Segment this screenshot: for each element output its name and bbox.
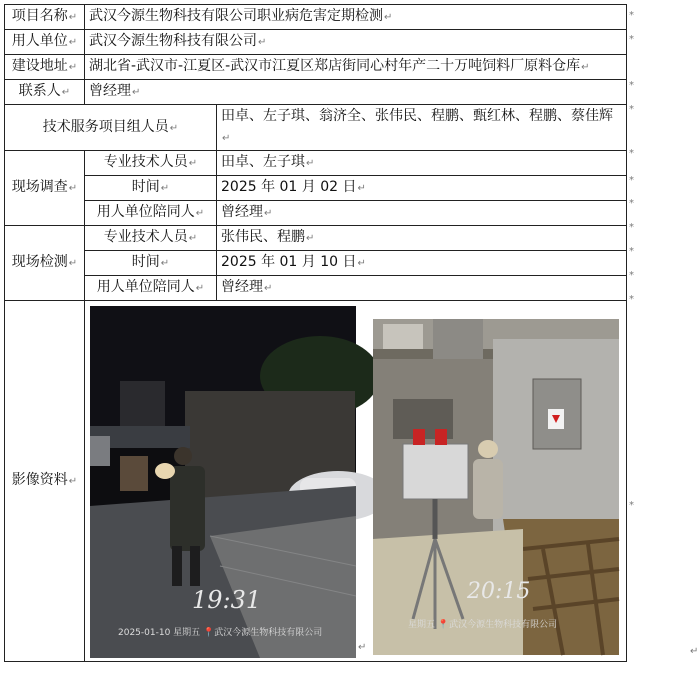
row-team (5, 105, 627, 151)
photo2-time: 20:15 (467, 579, 531, 604)
row-end-mark: * (629, 80, 634, 91)
row-end-mark: * (629, 104, 634, 115)
row-end-mark: * (629, 10, 634, 21)
row-end-mark: * (629, 175, 634, 186)
detection-tech-label: 专业技术人员↵ (85, 226, 217, 251)
photo1-caption: 2025-01-10 星期五 📍武汉今源生物科技有限公司 (118, 628, 323, 638)
photo1-paragraph-mark: ↵ (358, 642, 367, 653)
row-end-mark: * (629, 246, 634, 257)
photo2-paragraph-mark: ↵ (690, 646, 698, 657)
team-label: 技术服务项目组人员↵ (5, 105, 217, 151)
survey-time-value: 2025 年 01 月 02 日↵ (217, 176, 627, 201)
row-contact (5, 80, 627, 105)
row-survey-tech (5, 151, 627, 176)
row-end-mark: * (629, 34, 634, 45)
address-value: 湖北省-武汉市-江夏区-武汉市江夏区郑店街同心村年产二十万吨饲料厂原料仓库↵ (85, 55, 627, 80)
row-survey-escort (5, 201, 627, 226)
row-detection-escort (5, 276, 627, 301)
detection-escort-value: 曾经理↵ (217, 276, 627, 301)
survey-tech-value: 田卓、左子琪↵ (217, 151, 627, 176)
detection-escort-label: 用人单位陪同人↵ (85, 276, 217, 301)
detection-tech-value: 张伟民、程鹏↵ (217, 226, 627, 251)
survey-escort-label: 用人单位陪同人↵ (85, 201, 217, 226)
row-survey-time (5, 176, 627, 201)
row-end-marks (628, 0, 633, 682)
factory-scene-graphic (373, 319, 619, 655)
row-project-name (5, 5, 627, 30)
employer-value: 武汉今源生物科技有限公司↵ (85, 30, 627, 55)
images-cell (85, 301, 698, 662)
row-employer (5, 30, 627, 55)
row-end-mark: * (629, 198, 634, 209)
site-detection-label: 现场检测↵ (5, 226, 85, 301)
project-name-label: 项目名称↵ (5, 5, 85, 30)
employer-label: 用人单位↵ (5, 30, 85, 55)
survey-tech-label: 专业技术人员↵ (85, 151, 217, 176)
site-photo-factory (373, 319, 619, 655)
survey-escort-value: 曾经理↵ (217, 201, 627, 226)
photo2-caption: 星期五 📍武汉今源生物科技有限公司 (408, 620, 558, 630)
contact-value: 曾经理↵ (85, 80, 627, 105)
survey-time-label: 时间↵ (85, 176, 217, 201)
site-photo-night (90, 306, 356, 658)
team-value: 田卓、左子琪、翁济全、张伟民、程鹏、甄红林、程鹏、蔡佳辉↵ (217, 105, 627, 151)
row-end-mark: * (629, 500, 634, 511)
row-detection-tech (5, 226, 627, 251)
project-name-value: 武汉今源生物科技有限公司职业病危害定期检测↵ (85, 5, 627, 30)
contact-label: 联系人↵ (5, 80, 85, 105)
row-detection-time (5, 251, 627, 276)
photo-area (85, 301, 698, 661)
detection-time-label: 时间↵ (85, 251, 217, 276)
address-label: 建设地址↵ (5, 55, 85, 80)
project-info-table (4, 4, 698, 662)
photo1-time: 19:31 (192, 586, 262, 614)
row-end-mark: * (629, 270, 634, 281)
site-survey-label: 现场调查↵ (5, 151, 85, 226)
row-end-mark: * (629, 294, 634, 305)
row-end-mark: * (629, 148, 634, 159)
detection-time-value: 2025 年 01 月 10 日↵ (217, 251, 627, 276)
images-label: 影像资料↵ (5, 301, 85, 662)
row-address (5, 55, 627, 80)
row-images (5, 301, 627, 662)
row-end-mark: * (629, 222, 634, 233)
